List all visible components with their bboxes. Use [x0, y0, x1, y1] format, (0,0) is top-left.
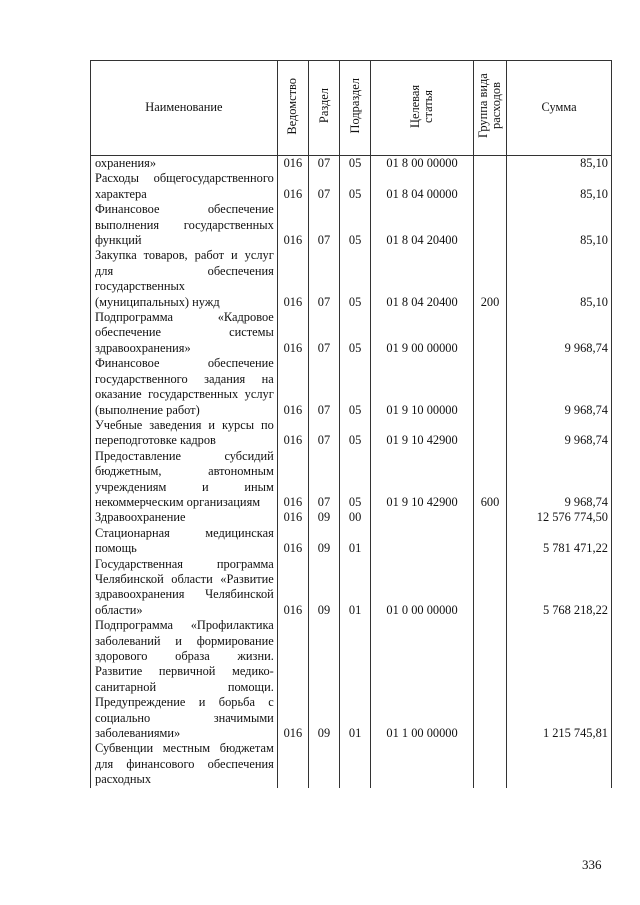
- row-vedomstvo: 016: [277, 356, 308, 418]
- row-gruppa: [473, 202, 506, 248]
- row-gruppa: [473, 171, 506, 202]
- row-vedomstvo: 016: [277, 156, 308, 172]
- header-name: Наименование: [91, 61, 278, 156]
- row-celevaya-statya: 01 0 00 00000: [371, 557, 474, 619]
- row-podrazdel: 05: [340, 171, 371, 202]
- row-celevaya-statya: [371, 741, 474, 787]
- row-razdel: 09: [308, 526, 339, 557]
- row-name: Государственная программа Челябинской области «Развитие здравоохранения Челябинской области»: [91, 557, 278, 619]
- row-podrazdel: 01: [340, 557, 371, 619]
- row-gruppa: [473, 510, 506, 525]
- table-row: [91, 356, 612, 418]
- header-razdel: Раздел: [308, 61, 339, 156]
- row-name: Стационарная медицинская помощь: [91, 526, 278, 557]
- table-row: [91, 248, 612, 310]
- header-gruppa-vida-rashodov: Группа вида расходов: [473, 61, 506, 156]
- row-celevaya-statya: 01 9 10 00000: [371, 356, 474, 418]
- row-vedomstvo: 016: [277, 202, 308, 248]
- table-row: [91, 202, 612, 248]
- row-name: Финансовое обеспечение выполнения государственных функций: [91, 202, 278, 248]
- row-name: Субвенции местным бюджетам для финансового обеспечения расходных: [91, 741, 278, 787]
- row-gruppa: 600: [473, 449, 506, 511]
- row-vedomstvo: 016: [277, 449, 308, 511]
- row-celevaya-statya: [371, 510, 474, 525]
- table-row: [91, 418, 612, 449]
- row-razdel: 07: [308, 156, 339, 172]
- row-celevaya-statya: 01 9 10 42900: [371, 449, 474, 511]
- row-name: охранения»: [91, 156, 278, 172]
- row-name: Финансовое обеспечение государственного задания на оказание государственных услуг (выполнение работ): [91, 356, 278, 418]
- table-row: [91, 310, 612, 356]
- row-razdel: [308, 741, 339, 787]
- row-vedomstvo: 016: [277, 510, 308, 525]
- row-razdel: 09: [308, 557, 339, 619]
- row-podrazdel: 05: [340, 156, 371, 172]
- budget-table: [90, 60, 612, 788]
- row-razdel: 07: [308, 171, 339, 202]
- row-podrazdel: 01: [340, 526, 371, 557]
- row-summa: 85,10: [507, 202, 612, 248]
- row-razdel: 07: [308, 449, 339, 511]
- table-row: [91, 526, 612, 557]
- row-name: Подпрограмма «Кадровое обеспечение системы здравоохранения»: [91, 310, 278, 356]
- row-vedomstvo: [277, 741, 308, 787]
- row-gruppa: [473, 741, 506, 787]
- row-celevaya-statya: 01 1 00 00000: [371, 618, 474, 741]
- header-celevaya-statya: Целевая статья: [371, 61, 474, 156]
- row-celevaya-statya: 01 8 00 00000: [371, 156, 474, 172]
- row-summa: 5 768 218,22: [507, 557, 612, 619]
- header-vedomstvo: Ведомство: [277, 61, 308, 156]
- table-row: [91, 618, 612, 741]
- row-razdel: 07: [308, 310, 339, 356]
- row-name: Закупка товаров, работ и услуг для обеспечения государственных (муниципальных) нужд: [91, 248, 278, 310]
- header-podrazdel: Подраздел: [340, 61, 371, 156]
- table-row: [91, 171, 612, 202]
- row-razdel: 07: [308, 202, 339, 248]
- row-name: Подпрограмма «Профилактика заболеваний и формирование здорового образа жизни. Развитие первичной медико-санитарной помощи. Предупреждение и борьба с социально значимыми заболеваниями»: [91, 618, 278, 741]
- page-number: 336: [582, 857, 602, 872]
- row-celevaya-statya: 01 9 10 42900: [371, 418, 474, 449]
- row-summa: 9 968,74: [507, 356, 612, 418]
- row-celevaya-statya: 01 8 04 20400: [371, 248, 474, 310]
- row-vedomstvo: 016: [277, 248, 308, 310]
- row-gruppa: [473, 418, 506, 449]
- row-name: Предоставление субсидий бюджетным, автономным учреждениям и иным некоммерческим организациям: [91, 449, 278, 511]
- table-row: [91, 741, 612, 787]
- row-gruppa: [473, 356, 506, 418]
- table-row: [91, 510, 612, 525]
- row-gruppa: [473, 618, 506, 741]
- row-name: Учебные заведения и курсы по переподготовке кадров: [91, 418, 278, 449]
- row-vedomstvo: 016: [277, 557, 308, 619]
- row-celevaya-statya: 01 8 04 20400: [371, 202, 474, 248]
- row-summa: 9 968,74: [507, 310, 612, 356]
- row-summa: 85,10: [507, 156, 612, 172]
- row-razdel: 07: [308, 418, 339, 449]
- row-name: Здравоохранение: [91, 510, 278, 525]
- row-summa: 5 781 471,22: [507, 526, 612, 557]
- row-summa: 9 968,74: [507, 418, 612, 449]
- row-podrazdel: 05: [340, 449, 371, 511]
- row-vedomstvo: 016: [277, 526, 308, 557]
- row-razdel: 09: [308, 510, 339, 525]
- row-podrazdel: 01: [340, 618, 371, 741]
- row-name: Расходы общегосударственного характера: [91, 171, 278, 202]
- row-podrazdel: 05: [340, 310, 371, 356]
- row-razdel: 07: [308, 356, 339, 418]
- row-vedomstvo: 016: [277, 418, 308, 449]
- row-gruppa: [473, 156, 506, 172]
- row-razdel: 09: [308, 618, 339, 741]
- row-podrazdel: [340, 741, 371, 787]
- row-celevaya-statya: 01 9 00 00000: [371, 310, 474, 356]
- row-gruppa: [473, 526, 506, 557]
- row-vedomstvo: 016: [277, 310, 308, 356]
- row-vedomstvo: 016: [277, 171, 308, 202]
- row-podrazdel: 05: [340, 248, 371, 310]
- row-summa: 12 576 774,50: [507, 510, 612, 525]
- row-summa: 9 968,74: [507, 449, 612, 511]
- row-summa: 85,10: [507, 248, 612, 310]
- row-gruppa: [473, 310, 506, 356]
- row-summa: [507, 741, 612, 787]
- row-podrazdel: 05: [340, 356, 371, 418]
- row-gruppa: [473, 557, 506, 619]
- table-row: [91, 156, 612, 172]
- row-podrazdel: 00: [340, 510, 371, 525]
- row-vedomstvo: 016: [277, 618, 308, 741]
- row-razdel: 07: [308, 248, 339, 310]
- row-podrazdel: 05: [340, 418, 371, 449]
- row-gruppa: 200: [473, 248, 506, 310]
- table-row: [91, 449, 612, 511]
- row-celevaya-statya: [371, 526, 474, 557]
- row-podrazdel: 05: [340, 202, 371, 248]
- row-celevaya-statya: 01 8 04 00000: [371, 171, 474, 202]
- row-summa: 85,10: [507, 171, 612, 202]
- row-summa: 1 215 745,81: [507, 618, 612, 741]
- table-header-row: [91, 61, 612, 156]
- table-row: [91, 557, 612, 619]
- header-summa: Сумма: [507, 61, 612, 156]
